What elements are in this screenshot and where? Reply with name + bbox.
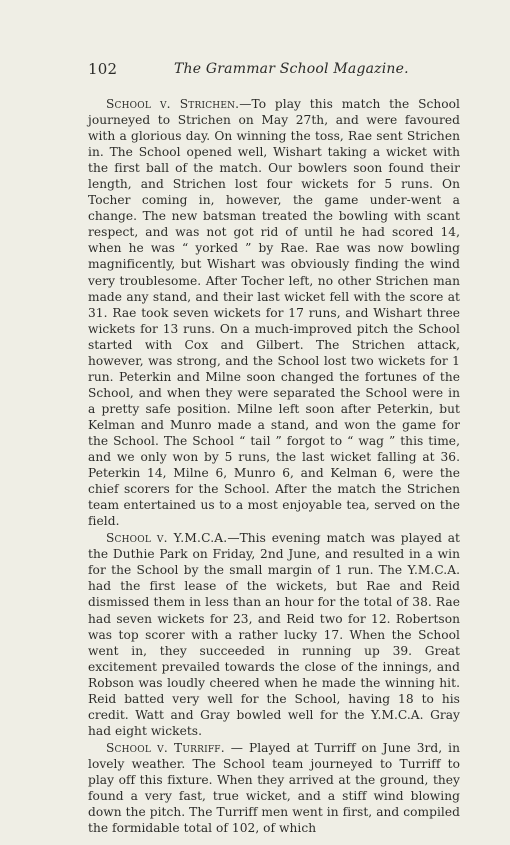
article-body xyxy=(88,96,460,836)
match-text-strichen: —To play this match the School journeyed to Strichen on May 27th, and were favoured with a glorious day. On winning the toss, Rae sent Strichen in. The School opened well, Wishart taking a wicket with the first ball of the match. Our bowlers soon found their length, and Strichen lost four wickets for 5 runs. On Tocher coming in, however, the game under-went a change. The new batsman treated the bowling with scant respect, and was not got rid of until he had scored 14, when he was “ yorked ” by Rae. Rae was now bowling magnificently, but Wishart was obviously finding the wind very troublesome. After Tocher left, no other Strichen man made any stand, and their last wicket fell with the score at 31. Rae took seven wickets for 17 runs, and Wishart three wickets for 13 runs. On a much-improved pitch the School started with Cox and Gilbert. The Strichen attack, however, was strong, and the School lost two wickets for 1 run. Peterkin and Milne soon changed the fortunes of the School, and when they were separated the School were in a pretty safe position. Milne left soon after Peterkin, but Kelman and Munro made a stand, and won the game for the School. The School “ tail ” forgot to “ wag ” this time, and we only won by 5 runs, the last wicket falling at 36. Peterkin 14, Milne 6, Munro 6, and Kelman 6, were the chief scorers for the School. After the match the Strichen team entertained us to a most enjoyable tea, served on the field. xyxy=(88,97,460,529)
match-heading-ymca: School v. Y.M.C.A. xyxy=(106,531,228,546)
match-text-ymca: —This evening match was played at the Duthie Park on Friday, 2nd June, and resulted in a win for the School by the small margin of 1 run. The Y.M.C.A. had the first lease of the wickets, but Rae and Reid dismissed them in less than an hour for the total of 38. Rae had seven wickets for 23, and Reid two for 12. Robertson was top scorer with a rather lucky 17. When the School went in, they succeeded in running up 39. Great excitement prevailed towards the close of the innings, and Robson was loudly cheered when he made the winning hit. Reid batted very well for the School, having 18 to his credit. Watt and Gray bowled well for the Y.M.C.A. Gray had eight wickets. xyxy=(88,531,460,738)
page-header xyxy=(88,60,468,82)
match-report-turriff xyxy=(88,740,460,836)
match-heading-turriff: School v. Turriff. xyxy=(106,740,225,755)
match-text-turriff: — Played at Turriff on June 3rd, in lovely weather. The School team journeyed to Turriff to play off this fixture. When they arrived at the ground, they found a very fast, true wicket, and a stiff wind blowing down the pitch. The Turriff men went in first, and compiled the formidable total of 102, of which xyxy=(88,740,460,836)
match-report-ymca xyxy=(88,530,460,739)
page-number: 102 xyxy=(88,60,118,78)
match-heading-strichen: School v. Strichen. xyxy=(106,97,240,111)
match-report-strichen xyxy=(88,96,460,529)
running-title: The Grammar School Magazine. xyxy=(174,61,409,77)
